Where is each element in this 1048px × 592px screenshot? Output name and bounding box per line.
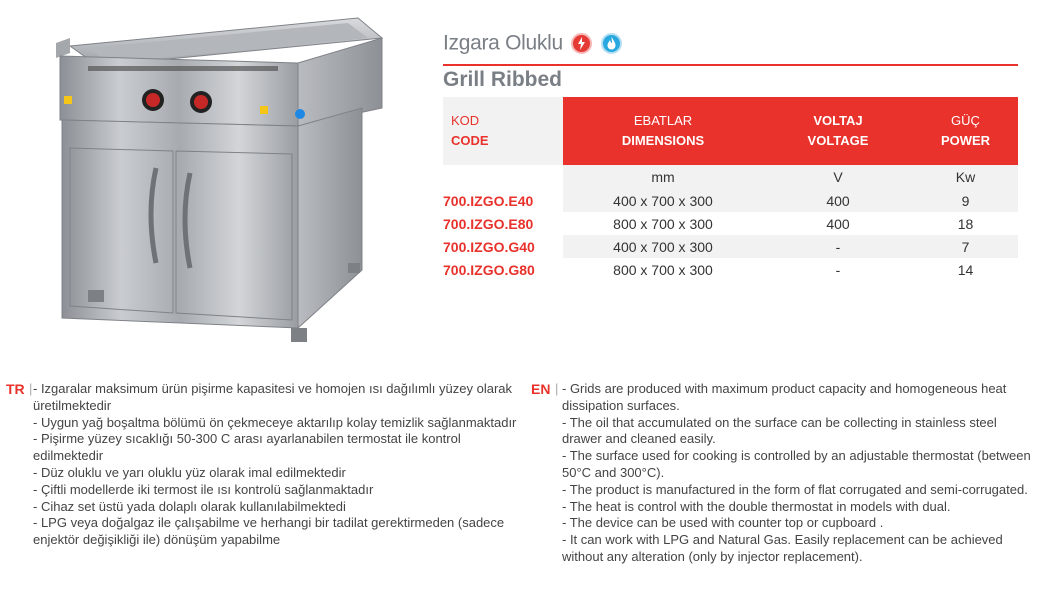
table-row [443, 212, 1018, 235]
header-volt-en: VOLTAGE [807, 133, 869, 148]
lang-label-tr: TR [6, 381, 25, 397]
row-dim: 800 x 700 x 300 [613, 261, 713, 278]
table-row [443, 189, 1018, 212]
product-image-grill [48, 8, 388, 353]
row-code: 700.IZGO.G40 [443, 235, 563, 258]
list-item: - LPG veya doğalgaz ile çalışabilme ve herhangi bir tadilat gerektirmeden (sadece enjektör değişikliği ile) dönüşüm yapabilme [33, 515, 505, 548]
list-item: - The oil that accumulated on the surface can be collecting in stainless steel drawer and cleaned easily. [562, 414, 997, 447]
table-row [443, 258, 1018, 281]
header-power-tr: GÜÇ [951, 113, 980, 128]
row-power: 7 [913, 235, 1018, 258]
product-title-en: Grill Ribbed [443, 68, 563, 91]
spec-table [443, 97, 1018, 281]
header-dim-tr: EBATLAR [633, 113, 693, 128]
lang-separator: | [29, 381, 33, 396]
row-code: 700.IZGO.E80 [443, 215, 534, 232]
unit-volt: V [763, 165, 913, 189]
unit-dim: mm [563, 165, 763, 189]
header-voltage [763, 97, 913, 165]
header-code [443, 97, 563, 165]
title-divider [443, 64, 1018, 66]
list-item: - The heat is control with the double thermostat in models with dual. [562, 498, 951, 514]
header-dim-en: DIMENSIONS [621, 133, 705, 148]
row-volt: - [835, 261, 841, 278]
list-item: - Uygun yağ boşaltma bölümü ön çekmeceye aktarılıp kolay temizlik sağlanmaktadır [33, 414, 517, 430]
list-item: - It can work with LPG and Natural Gas. Easily replacement can be achieved without any alteration (only by injector replacement). [562, 532, 1003, 564]
header-code-tr: KOD [451, 113, 480, 128]
title-tr-text: Izgara Oluklu [443, 31, 563, 55]
row-volt: 400 [826, 215, 850, 232]
row-dim: 400 x 700 x 300 [563, 235, 763, 258]
list-item: - The product is manufactured in the form of flat corrugated and semi-corrugated. [562, 481, 1028, 497]
row-code: 700.IZGO.E40 [443, 189, 563, 212]
description-tr-list [33, 381, 523, 549]
list-item: - Cihaz set üstü yada dolaplı olarak kullanılabilmektedi [33, 498, 346, 514]
units-row [443, 165, 1018, 189]
lang-separator: | [555, 381, 559, 396]
row-power: 18 [957, 215, 974, 232]
gas-flame-icon [601, 33, 622, 54]
list-item: - Çiftli modellerde iki termost ile ısı kontrolü sağlanmaktadır [33, 481, 374, 497]
list-item: - Düz oluklu ve yarı oluklu yüz olarak imal edilmektedir [33, 464, 346, 480]
row-dim: 400 x 700 x 300 [563, 189, 763, 212]
header-power-en: POWER [940, 133, 991, 148]
list-item: - Pişirme yüzey sıcaklığı 50-300 C arası ayarlanabilen termostat ile kontrol edilmektedir [33, 431, 461, 464]
description-en-list [562, 381, 1032, 566]
row-code: 700.IZGO.G80 [443, 261, 535, 278]
row-dim: 800 x 700 x 300 [613, 215, 713, 232]
header-code-en: CODE [451, 133, 489, 148]
header-power [913, 97, 1018, 165]
electric-icon [571, 33, 592, 54]
row-power: 9 [913, 189, 1018, 212]
list-item: - Izgaralar maksimum ürün pişirme kapasitesi ve homojen ısı dağılımlı yüzey olarak üretilmektedir [33, 381, 513, 413]
spec-header-row [443, 97, 1018, 165]
row-volt: 400 [763, 189, 913, 212]
list-item: - The surface used for cooking is controlled by an adjustable thermostat (between 50°C and 300°C). [562, 448, 1031, 480]
unit-power: Kw [913, 165, 1018, 189]
row-power: 14 [957, 261, 974, 278]
table-row [443, 235, 1018, 258]
list-item: - The device can be used with counter top or cupboard . [562, 515, 884, 531]
list-item: - Grids are produced with maximum product capacity and homogeneous heat dissipation surfaces. [562, 381, 1007, 413]
product-title-tr [443, 31, 622, 55]
lang-label-en: EN [531, 381, 551, 397]
row-volt: - [763, 235, 913, 258]
header-dimensions [563, 97, 763, 165]
header-volt-tr: VOLTAJ [813, 113, 863, 128]
units-code-blank [443, 165, 563, 189]
